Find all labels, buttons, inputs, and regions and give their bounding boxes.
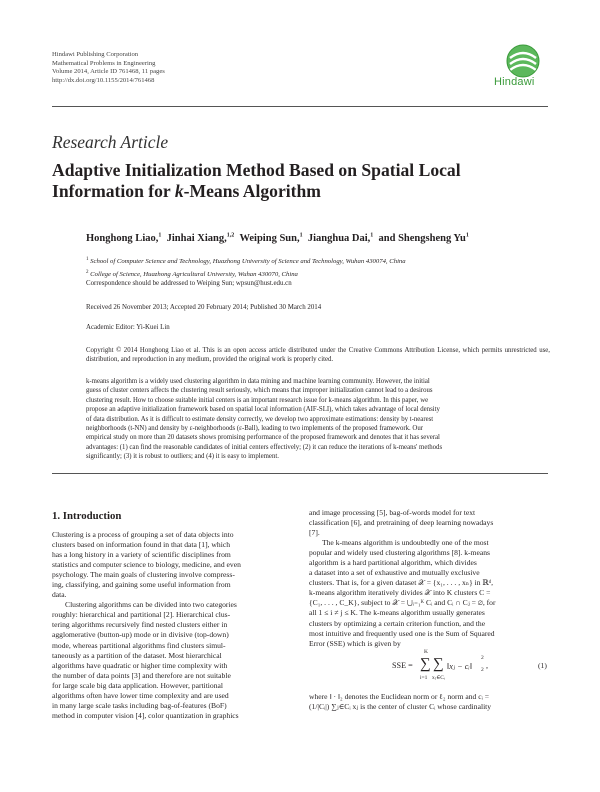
academic-editor: Academic Editor: Yi-Kuei Lin [86,324,170,331]
abstract-divider [52,473,548,474]
correspondence: Correspondence should be addressed to Weiping Sun; wpsun@hust.edu.cn [86,280,292,287]
sum-upper-limit: K [424,649,428,655]
abstract-line: advantages: (1) can find the reasonable candidates of initial centers effectively; (2) it can reduce the iterations of k-means' methods [86,443,443,451]
header-line: Mathematical Problems in Engineering [52,59,156,67]
author[interactable]: Honghong Liao,$^1$ [86,232,162,244]
publisher-logo [494,44,554,88]
equation-tail: , [486,661,489,670]
equation-subscript: 2 [481,667,484,673]
header-line: Hindawi Publishing Corporation [52,51,139,58]
journal-header [52,51,165,85]
abstract-line: guess of cluster centers affects the clustering result seriously, which means that improper initialization cannot lead to a desirous [86,387,433,395]
affiliation: $^1$ School of Computer Science and Technology, Huazhong University of Science and Technology, Wuhan 430074, China [86,257,406,266]
abstract-line: k-means algorithm is a widely used clustering algorithm in data mining and machine learning community. However, the initial [86,378,430,385]
author[interactable]: and Shengsheng Yu$^1$ [378,232,469,244]
title-line-1: Adaptive Initialization Method Based on Spatial Local [52,160,461,180]
article-type: Research Article [52,132,169,152]
abstract-line: of data distribution. As it is difficult to estimate density correctly, we develop two approximate estimations: density by t-nearest [86,415,434,423]
abstract-line: neighborhoods (t-NN) and density by ε-neighborhoods (ε-Ball), leading to two implements of the proposed framework. Our [86,425,423,433]
paragraph: and image processing [5], bag-of-words model for text classification [6], and pretraining of deep learning nowadays [7]. [309,508,494,538]
author[interactable]: Weiping Sun,$^1$ [239,232,303,244]
sum-symbol-icon: ∑ [433,656,444,672]
left-column [52,530,290,721]
author[interactable]: Jinhai Xiang,$^{1,2}$ [166,232,235,244]
section-heading: 1. Introduction [52,510,122,522]
abstract-line: empirical study on more than 20 datasets shows promising performance of the proposed framework and denotes that it has several [86,434,440,442]
sum-symbol-icon: ∑ [420,656,431,672]
header-divider [52,106,548,107]
hindawi-logo-icon [506,44,540,78]
equation-body: ‖xⱼ − cᵢ‖ [447,662,472,671]
paragraph: Clustering algorithms can be divided into two categories roughly: hierarchical and partitional [2]. Hierarchical clus- tering algorithms recursively find nested clusters either in agglomerative (button-up) mode or in divisive (top-down) mode, whereas partitional algorithms find clusters simul- taneously as a partition of the dataset. Most hierarchical algorithms have quadratic or higher time complexity with the number of data points [3] and therefore are not suitable for large scale big data application. However, partitional algorithms often have lower time complexity and are used in many large scale tasks including bag-of-features (BoF) method in computer vision [4], color quantization in graphics [52,600,239,720]
paragraph: Clustering is a process of grouping a set of data objects into clusters based on information found in that data [1], which has a long history in a variety of scientific disciplines from statistics and computer science to biology, medicine, and even psychology. The main goals of clustering involve compress- ing, classifying, and gaining some useful information from data. [52,530,241,600]
abstract-line: significantly; (3) it is robust to outliers; and (4) it is easy to implement. [86,453,279,461]
right-column [309,508,549,649]
author-list [86,232,469,244]
right-column-continued: where ‖ · ‖₂ denotes the Euclidean norm or ℓ₂ norm and cᵢ = (1/|Cᵢ|) ∑ⱼ∈Cᵢ xⱼ is the center of cluster Cᵢ whose cardinality [309,692,492,712]
copyright-notice: Copyright © 2014 Honghong Liao et al. This is an open access article distributed under the Creative Commons Attribution License, which permits unrestricted use, distribution, and reproduction in any medium, provided the original work is properly cited. [86,347,550,364]
equation-number: (1) [538,661,547,670]
sum-lower-limit: xⱼ∈Cᵢ [432,675,445,681]
paragraph: The k-means algorithm is undoubtedly one of the most popular and widely used clustering algorithms [8]. k-means algorithm is a hard partitional algorithm, which divides a dataset into a set of exhaustive and mutually exclusive clusters. That is, for a given dataset 𝒳 = {x₁, . . . , xₙ} in ℝᵈ, k-means algorithm iteratively divides 𝒳 into K clusters C = {C₁, . . . , C_K}, subject to 𝒳 = ⋃ᵢ₌₁ᴷ Cᵢ and Cᵢ ∩ Cⱼ = ∅, for all 1 ≤ i ≠ j ≤ K. The k-means algorithm usually generates clusters by optimizing a certain criterion function, and the most intuitive and frequently used one is the Sum of Squared Error (SSE) which is given by [309,538,496,648]
abstract-line: propose an adaptive initialization framework based on spatial local information (AIF-SLI), which takes advantage of local density [86,406,440,414]
doi-link[interactable]: http://dx.doi.org/10.1155/2014/761468 [52,76,155,84]
sum-lower-limit: i=1 [420,675,428,681]
title-line-2: Information for k-Means Algorithm [52,181,321,201]
abstract-line: clustering result. How to choose suitable initial centers is an important research issue for k-means algorithm. In this paper, we [86,396,429,404]
abstract [86,377,550,462]
publication-dates: Received 26 November 2013; Accepted 20 February 2014; Published 30 March 2014 [86,304,322,311]
affiliations [86,255,406,280]
header-line: Volume 2014, Article ID 761468, 11 pages [52,68,165,76]
affiliation: $^2$ College of Science, Huazhong Agricultural University, Wuhan 430070, China [86,269,298,278]
article-title [52,160,552,202]
author[interactable]: Jianghua Dai,$^1$ [307,232,374,244]
equation-lhs: SSE = [392,661,413,670]
equation-superscript: 2 [481,655,484,661]
publisher-name: Hindawi [494,76,535,88]
